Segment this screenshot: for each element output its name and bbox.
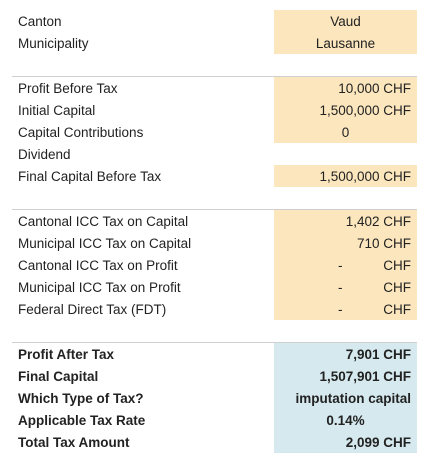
cantonal-capital-tax-row xyxy=(12,210,417,232)
cantonal-capital-tax-value: 1,402 CHF xyxy=(274,210,417,232)
municipal-profit-tax-unit: CHF xyxy=(383,279,411,295)
municipal-profit-tax-value xyxy=(274,276,417,298)
profit-after-tax-row xyxy=(12,343,417,365)
cantonal-profit-tax-row xyxy=(12,254,417,276)
municipality-row xyxy=(12,32,417,54)
municipality-value-cell[interactable]: Lausanne xyxy=(274,32,417,54)
total-tax-row xyxy=(12,431,417,453)
capital-contributions-row xyxy=(12,121,417,143)
tax-type-value: imputation capital xyxy=(274,387,417,409)
federal-tax-label: Federal Direct Tax (FDT) xyxy=(18,301,167,317)
dividend-label: Dividend xyxy=(18,146,71,162)
tax-type-row xyxy=(12,387,417,409)
capital-contributions-value-cell[interactable]: 0 xyxy=(274,121,417,143)
profit-after-tax-label: Profit After Tax xyxy=(18,346,115,362)
federal-tax-row xyxy=(12,298,417,320)
cantonal-profit-tax-unit: CHF xyxy=(383,257,411,273)
municipal-capital-tax-row xyxy=(12,232,417,254)
tax-rate-label: Applicable Tax Rate xyxy=(18,412,146,428)
municipal-profit-tax-dash: - xyxy=(338,279,343,295)
final-capital-before-tax-label: Final Capital Before Tax xyxy=(18,168,162,184)
profit-before-tax-value-cell[interactable]: 10,000 CHF xyxy=(274,77,417,99)
federal-tax-unit: CHF xyxy=(383,301,411,317)
canton-row xyxy=(12,10,417,32)
profit-before-tax-label: Profit Before Tax xyxy=(18,80,118,96)
cantonal-profit-tax-dash: - xyxy=(338,257,343,273)
municipal-capital-tax-label: Municipal ICC Tax on Capital xyxy=(18,235,192,251)
final-capital-before-tax-value-cell[interactable]: 1,500,000 CHF xyxy=(274,165,417,187)
tax-rate-row xyxy=(12,409,417,431)
municipal-profit-tax-label: Municipal ICC Tax on Profit xyxy=(18,279,181,295)
tax-calculator-sheet xyxy=(12,10,417,453)
federal-tax-value xyxy=(274,298,417,320)
initial-capital-row xyxy=(12,99,417,121)
final-capital-row xyxy=(12,365,417,387)
cantonal-capital-tax-label: Cantonal ICC Tax on Capital xyxy=(18,213,189,229)
cantonal-profit-tax-label: Cantonal ICC Tax on Profit xyxy=(18,257,178,273)
final-capital-label: Final Capital xyxy=(18,368,99,384)
final-capital-before-tax-row xyxy=(12,165,417,187)
municipal-profit-tax-row xyxy=(12,276,417,298)
tax-rate-value: 0.14% xyxy=(274,409,417,431)
capital-contributions-label: Capital Contributions xyxy=(18,124,144,140)
dividend-row xyxy=(12,143,417,165)
profit-before-tax-row xyxy=(12,77,417,99)
initial-capital-value-cell[interactable]: 1,500,000 CHF xyxy=(274,99,417,121)
final-capital-value: 1,507,901 CHF xyxy=(274,365,417,387)
cantonal-profit-tax-value xyxy=(274,254,417,276)
taxes-block xyxy=(12,209,417,320)
inputs-block xyxy=(12,76,417,187)
tax-type-label: Which Type of Tax? xyxy=(18,390,144,406)
municipal-capital-tax-value: 710 CHF xyxy=(274,232,417,254)
federal-tax-dash: - xyxy=(338,301,343,317)
summary-block xyxy=(12,342,417,453)
dividend-value-cell[interactable] xyxy=(274,143,417,165)
profit-after-tax-value: 7,901 CHF xyxy=(274,343,417,365)
total-tax-label: Total Tax Amount xyxy=(18,434,130,450)
municipality-label: Municipality xyxy=(18,35,89,51)
canton-value-cell[interactable]: Vaud xyxy=(274,10,417,32)
location-block xyxy=(12,10,417,54)
canton-label: Canton xyxy=(18,13,62,29)
total-tax-value: 2,099 CHF xyxy=(274,431,417,453)
initial-capital-label: Initial Capital xyxy=(18,102,96,118)
